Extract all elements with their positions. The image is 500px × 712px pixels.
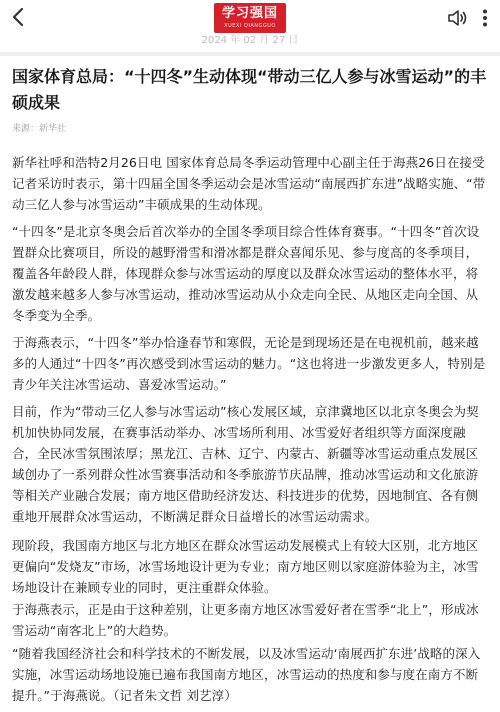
article-title: 国家体育总局：“十四冬”生动体现“带动三亿人参与冰雪运动”的丰硕成果 [12,67,487,112]
article-source: 来源：新华社 [12,124,67,134]
article-paragraph-5: 现阶段，我国南方地区与北方地区在群众冰雪运动发展模式上有较大区别，北方地区更偏向“发烧友”市场，冰雪场地设计更为专业；南方地区则以家庭游体验为主，冰雪场地设计在兼顾专业的同时，更注重群众体验。 [12,538,479,595]
chevron-left-icon [6,4,32,30]
article-paragraph-7: “随着我国经济社会和科学技术的不断发展，以及冰雪运动‘南展西扩东进’战略的深入实施，冰雪运动场地设施已遍布我国南方地区，冰雪运动的热度和参与度在南方不断提升。”于海燕说。（记者朱文哲 刘艺淳） [12,646,481,703]
back-button[interactable] [6,4,32,30]
publish-date: 2024 年 02 月 27 日 [201,35,299,46]
logo-title: 学习强国 [221,6,278,21]
article-paragraph-3: 于海燕表示，“十四冬”举办恰逢春节和寒假，无论是到现场还是在电视机前，越来越多的人通过“十四冬”再次感受到冰雪运动的魅力。“这也将进一步激发更多人，特别是青少年关注冰雪运动、喜爱冰雪运动。” [12,335,486,392]
app-logo [214,3,286,33]
logo-subtitle: XUEXI QIANGGUO [224,23,276,29]
section-divider [0,52,500,56]
more-dots-icon [474,7,496,29]
audio-button[interactable] [446,7,468,29]
article-paragraph-4: 目前，作为“带动三亿人参与冰雪运动”核心发展区域，京津冀地区以北京冬奥会为契机加快协同发展，在赛事活动举办、冰雪场所利用、冰雪爱好者组织等方面深度融合，全民冰雪氛围浓厚；黑龙江、吉林、辽宁、内蒙古、新疆等冰雪运动重点发展区域创办了一系列群众性冰雪赛事活动和冬季旅游节庆品牌，推动冰雪运动和文化旅游等相关产业融合发展；南方地区借助经济发达、科技进步的优势，因地制宜、各有侧重地开展群众冰雪运动，不断满足群众日益增长的冰雪运动需求。 [12,404,479,524]
top-bar [0,0,500,36]
article-paragraph-2: “十四冬”是北京冬奥会后首次举办的全国冬季项目综合性体育赛事。“十四冬”首次设置群众比赛项目，所设的越野滑雪和滑冰都是群众喜闻乐见、参与度高的冬季项目，覆盖各年龄段人群，体现群众参与冰雪运动的厚度以及群众冰雪运动的整体水平，将激发越来越多人参与冰雪运动，推动冰雪运动从小众走向全民、从地区走向全国、从冬季变为全季。 [12,224,480,323]
article-paragraph-1: 新华社呼和浩特2月26日电 国家体育总局冬季运动管理中心副主任于海燕26日在接受记者采访时表示，第十四届全国冬季运动会是冰雪运动“南展西扩东进”战略实施、“带动三亿人参与冰雪运动”丰硕成果的生动体现。 [12,155,486,212]
speaker-icon [446,7,468,29]
more-button[interactable] [474,7,496,29]
article-paragraph-6: 于海燕表示，正是由于这种差别，让更多南方地区冰雪爱好者在雪季“北上”，形成冰雪运动“南客北上”的大趋势。 [12,602,479,638]
